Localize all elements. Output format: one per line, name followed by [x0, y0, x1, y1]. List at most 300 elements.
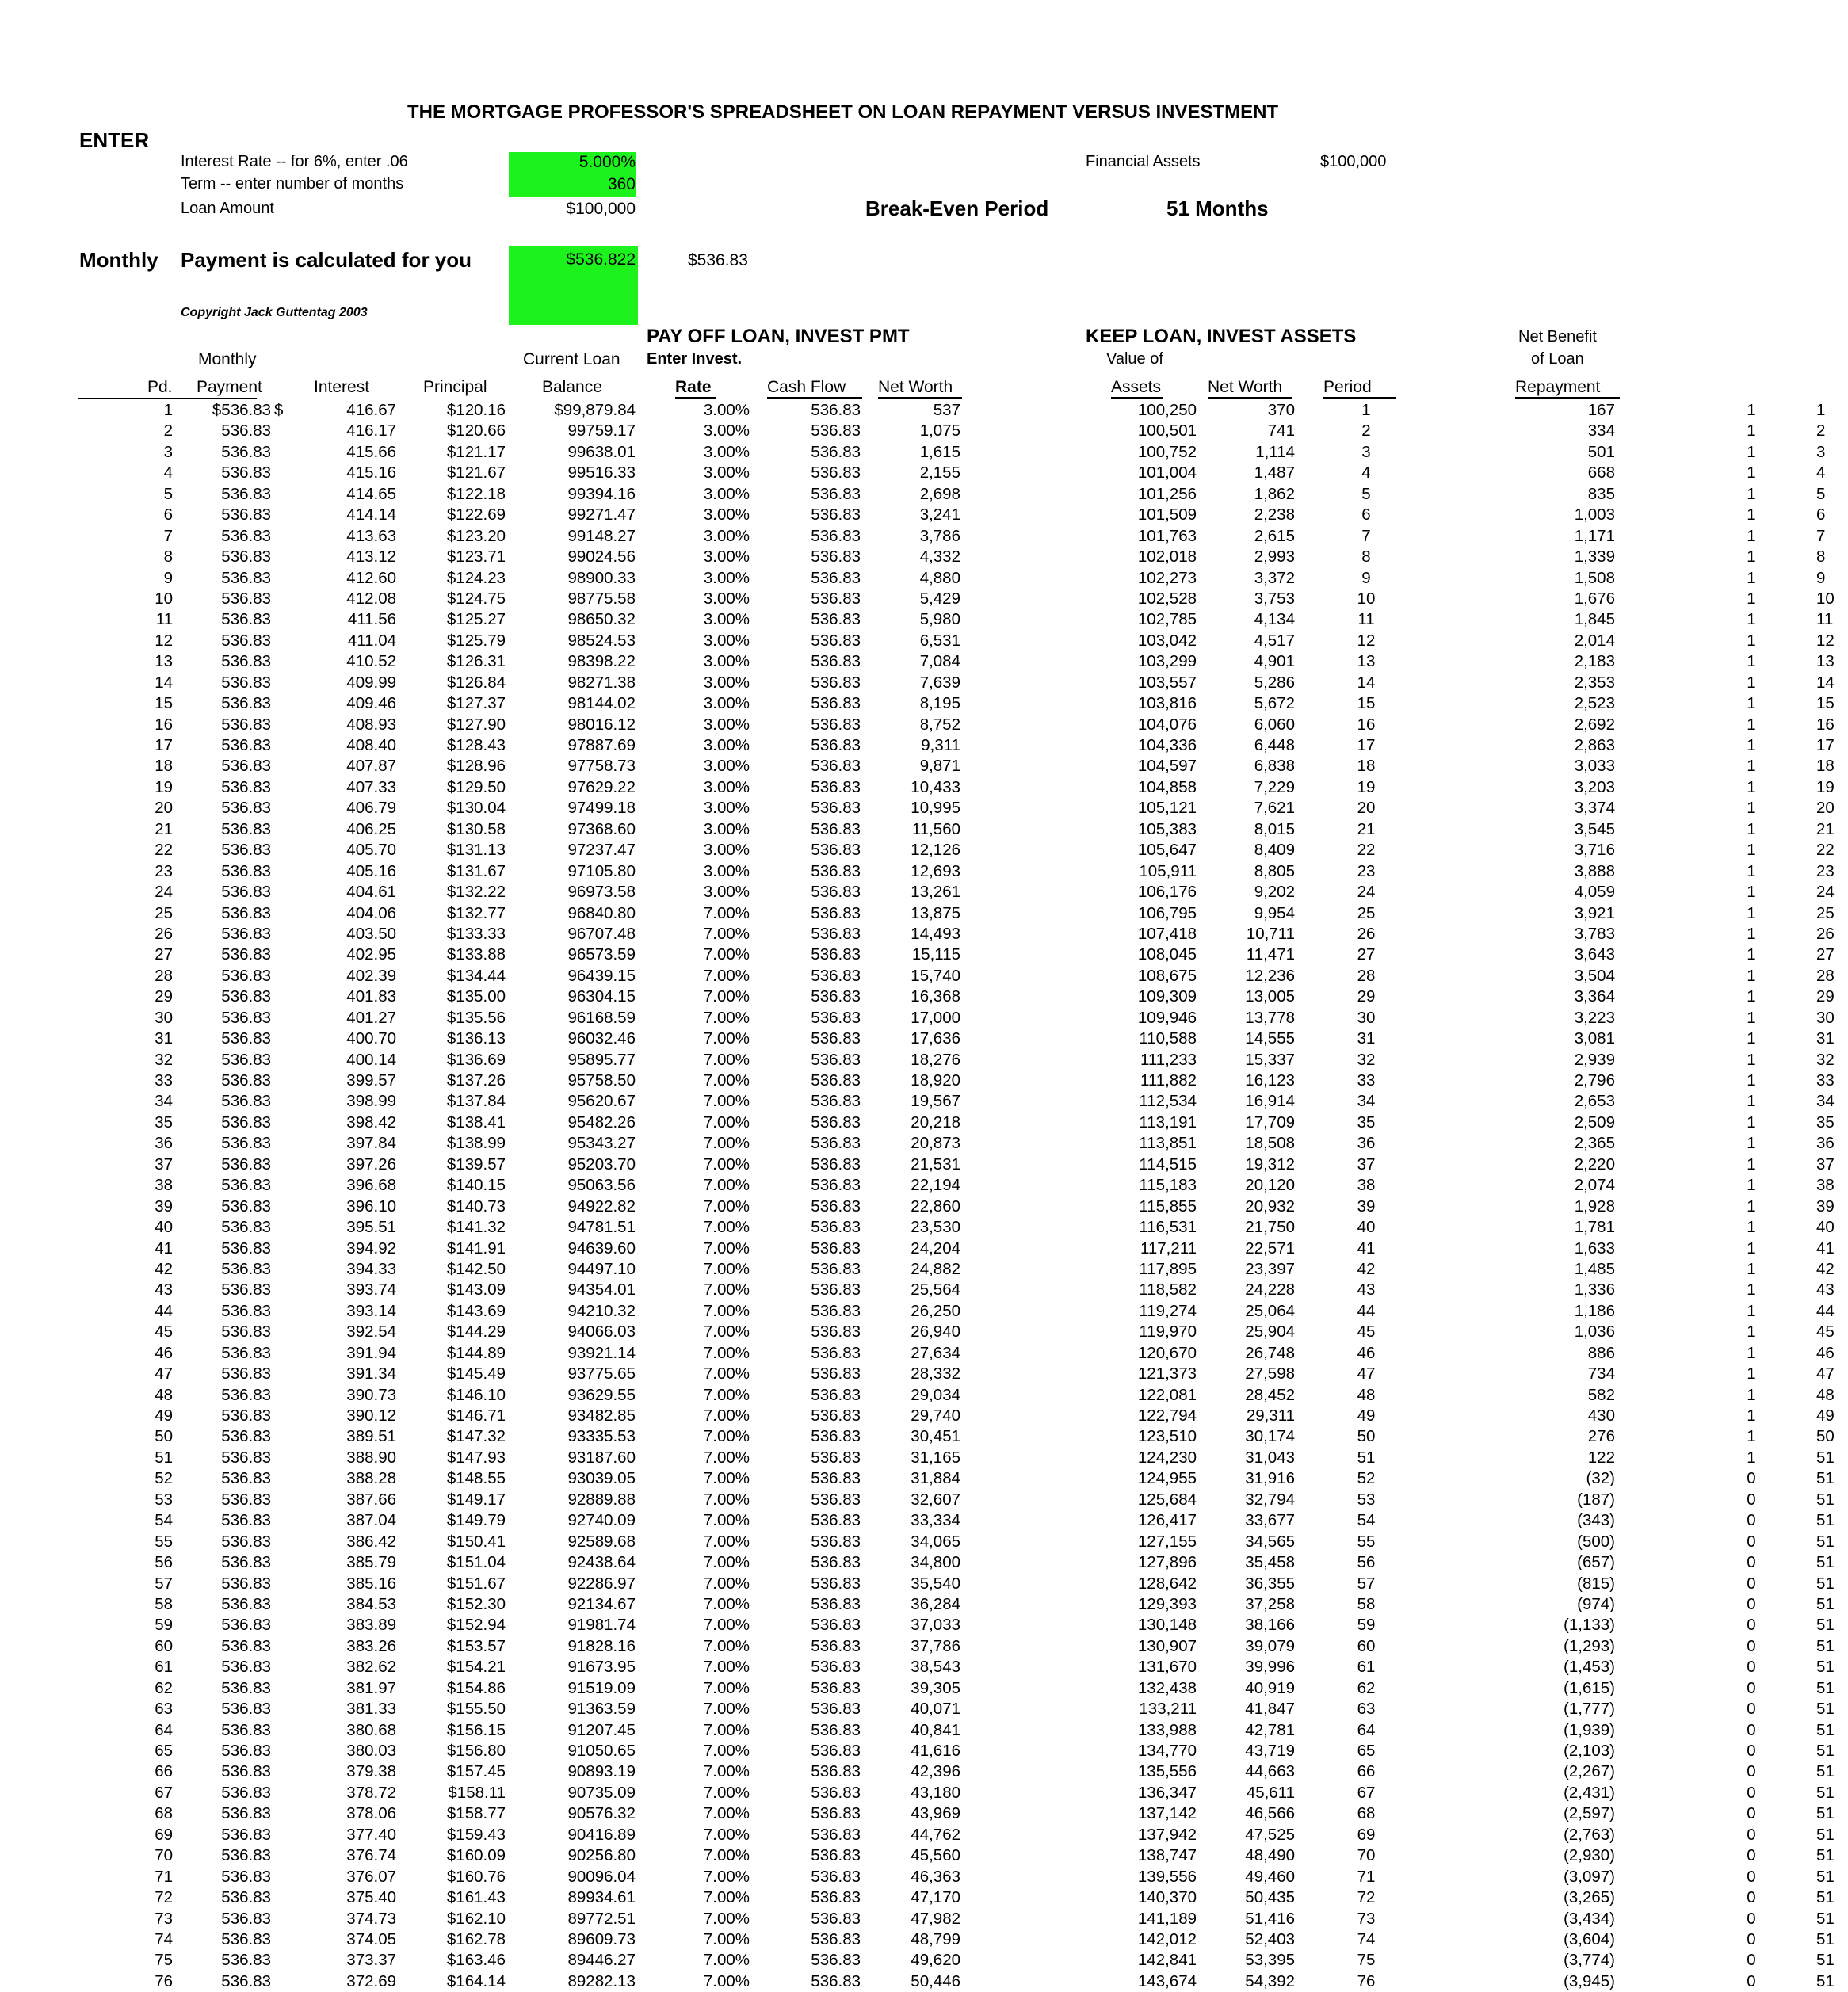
- cell-interest: 385.16: [346, 1574, 396, 1593]
- cell-period: 43: [1357, 1280, 1376, 1299]
- cell-balance: 97368.60: [567, 819, 636, 838]
- cell-asset-value: 103,299: [1137, 652, 1197, 671]
- cell-cash-flow: 536.83: [811, 1469, 861, 1488]
- cell-flag: 1: [1747, 1322, 1756, 1341]
- cell-invest-rate: 3.00%: [703, 422, 750, 441]
- cell-period-number: 71: [155, 1867, 173, 1886]
- payoff-section-sub: Enter Invest.: [647, 350, 743, 368]
- cell-asset-value: 121,373: [1137, 1364, 1197, 1383]
- cell-period-number: 74: [155, 1929, 173, 1948]
- cell-running: 22: [1816, 841, 1835, 860]
- cell-principal: $126.31: [446, 652, 506, 671]
- cell-net-worth-payoff: 40,071: [911, 1700, 960, 1719]
- cell-invest-rate: 3.00%: [703, 715, 750, 734]
- cell-period: 33: [1357, 1071, 1376, 1089]
- cell-flag: 1: [1747, 945, 1756, 964]
- cell-net-worth-keep: 1,487: [1254, 464, 1295, 483]
- cell-asset-value: 128,642: [1137, 1574, 1197, 1593]
- cell-interest: 378.72: [346, 1783, 396, 1802]
- cell-net-worth-keep: 14,555: [1245, 1029, 1295, 1048]
- cell-flag: 1: [1747, 1385, 1756, 1404]
- cell-cash-flow: 536.83: [811, 1301, 861, 1320]
- cell-balance: 97499.18: [567, 799, 636, 818]
- cell-period: 75: [1357, 1951, 1376, 1970]
- cell-principal: $154.21: [446, 1658, 506, 1677]
- table-row: [0, 547, 1832, 567]
- cell-invest-rate: 3.00%: [703, 652, 750, 671]
- cell-balance: 89934.61: [567, 1888, 636, 1907]
- cell-asset-value: 116,531: [1139, 1218, 1197, 1237]
- loan-amount-input[interactable]: $100,000: [566, 200, 636, 218]
- cell-net-benefit: 2,692: [1574, 715, 1615, 734]
- cell-period: 26: [1357, 924, 1376, 943]
- cell-interest: 388.90: [346, 1448, 396, 1467]
- cell-payment: 536.83: [221, 631, 271, 650]
- table-row: [0, 1426, 1835, 1447]
- cell-asset-value: 117,211: [1140, 1238, 1197, 1257]
- cell-period: 22: [1357, 841, 1376, 860]
- cell-cash-flow: 536.83: [811, 1343, 861, 1362]
- cell-asset-value: 132,438: [1137, 1678, 1197, 1697]
- cell-payment: 536.83: [221, 1406, 271, 1425]
- cell-interest: 393.14: [346, 1301, 396, 1320]
- cell-running: 20: [1816, 799, 1835, 818]
- cell-balance: 97758.73: [567, 757, 636, 776]
- cell-flag: 0: [1747, 1867, 1756, 1886]
- table-row: [0, 673, 1835, 693]
- col-assets: Assets: [1111, 378, 1163, 399]
- cell-balance: 99759.17: [567, 422, 636, 441]
- cell-net-worth-keep: 35,458: [1245, 1553, 1295, 1572]
- cell-payment: 536.83: [221, 1448, 271, 1467]
- cell-net-worth-keep: 7,229: [1254, 777, 1295, 796]
- cell-period: 41: [1357, 1238, 1376, 1257]
- cell-payment: 536.83: [221, 1762, 271, 1781]
- cell-asset-value: 105,647: [1137, 841, 1197, 860]
- cell-cash-flow: 536.83: [811, 1511, 861, 1530]
- cell-flag: 1: [1747, 652, 1756, 671]
- cell-running: 41: [1816, 1238, 1835, 1257]
- cell-balance: 91050.65: [567, 1742, 636, 1760]
- cell-net-worth-keep: 2,993: [1254, 548, 1295, 567]
- cell-running: 5: [1816, 484, 1826, 503]
- cell-asset-value: 137,142: [1137, 1804, 1197, 1823]
- cell-flag: 0: [1747, 1511, 1756, 1530]
- cell-interest: 396.10: [346, 1196, 396, 1215]
- cell-invest-rate: 3.00%: [703, 694, 750, 713]
- cell-balance: 92438.64: [567, 1553, 636, 1572]
- cell-invest-rate: 7.00%: [703, 1469, 750, 1488]
- cell-running: 51: [1816, 1951, 1835, 1970]
- table-row: [0, 1196, 1835, 1217]
- cell-cash-flow: 536.83: [811, 819, 861, 838]
- cell-net-benefit: 2,523: [1574, 694, 1615, 713]
- cell-balance: 98524.53: [567, 631, 636, 650]
- table-row: [0, 903, 1835, 924]
- cell-cash-flow: 536.83: [811, 1280, 861, 1299]
- cell-net-worth-payoff: 50,446: [911, 1971, 960, 1990]
- cell-balance: 96840.80: [567, 903, 636, 922]
- cell-invest-rate: 7.00%: [703, 1951, 750, 1970]
- cell-period: 4: [1361, 464, 1371, 483]
- cell-interest: 376.07: [346, 1867, 396, 1886]
- cell-period-number: 58: [155, 1594, 173, 1613]
- cell-cash-flow: 536.83: [811, 1385, 861, 1404]
- cell-asset-value: 111,882: [1140, 1071, 1197, 1089]
- cell-interest: 380.03: [346, 1742, 396, 1760]
- cell-period-number: 28: [155, 966, 173, 985]
- cell-interest: 380.68: [346, 1720, 396, 1739]
- cell-invest-rate: 7.00%: [703, 1783, 750, 1802]
- cell-asset-value: 108,675: [1137, 966, 1197, 985]
- cell-net-worth-payoff: 4,332: [919, 548, 960, 567]
- cell-period-number: 75: [155, 1951, 173, 1970]
- cell-net-benefit: 2,863: [1574, 736, 1615, 754]
- cell-net-worth-payoff: 14,493: [911, 924, 960, 943]
- cell-balance: 92740.09: [567, 1511, 636, 1530]
- cell-net-worth-payoff: 15,115: [911, 945, 960, 964]
- cell-payment: 536.83: [221, 1971, 271, 1990]
- cell-principal: $140.15: [446, 1176, 506, 1195]
- cell-period: 18: [1357, 757, 1376, 776]
- cell-asset-value: 120,670: [1137, 1343, 1197, 1362]
- cell-net-worth-payoff: 37,786: [911, 1636, 960, 1655]
- cell-period-number: 46: [155, 1343, 173, 1362]
- cell-period-number: 4: [163, 464, 173, 483]
- cell-interest: 416.67: [346, 401, 396, 419]
- cell-period-number: 32: [155, 1050, 173, 1069]
- cell-cash-flow: 536.83: [811, 1574, 861, 1593]
- table-row: [0, 986, 1835, 1007]
- cell-cash-flow: 536.83: [811, 1134, 861, 1153]
- cell-principal: $137.26: [446, 1071, 506, 1089]
- table-row: [0, 1678, 1835, 1699]
- table-row: [0, 1552, 1835, 1573]
- cell-principal: $130.04: [446, 799, 506, 818]
- cell-balance: 96032.46: [567, 1029, 636, 1048]
- cell-principal: $135.56: [446, 1008, 506, 1027]
- table-row: [0, 1133, 1835, 1154]
- cell-invest-rate: 3.00%: [703, 861, 750, 880]
- cell-flag: 1: [1747, 1154, 1756, 1173]
- amortization-table: [0, 400, 1835, 1992]
- table-row: [0, 505, 1832, 525]
- cell-payment: 536.83: [221, 819, 271, 838]
- cell-net-worth-keep: 3,753: [1254, 589, 1295, 608]
- cell-net-worth-keep: 23,397: [1245, 1259, 1295, 1278]
- cell-flag: 0: [1747, 1783, 1756, 1802]
- cell-cash-flow: 536.83: [811, 945, 861, 964]
- cell-invest-rate: 7.00%: [703, 1029, 750, 1048]
- cell-payment: 536.83: [221, 799, 271, 818]
- cell-payment: 536.83: [221, 506, 271, 525]
- cell-net-worth-keep: 33,677: [1245, 1511, 1295, 1530]
- cell-asset-value: 140,370: [1137, 1888, 1197, 1907]
- cell-balance: 89282.13: [567, 1971, 636, 1990]
- table-row: [0, 1280, 1835, 1300]
- table-row: [0, 1385, 1835, 1406]
- cell-running: 11: [1816, 610, 1834, 629]
- cell-payment: 536.83: [221, 1867, 271, 1886]
- cell-flag: 1: [1747, 484, 1756, 503]
- cell-running: 51: [1816, 1971, 1835, 1990]
- cell-period-number: 44: [155, 1301, 173, 1320]
- cell-cash-flow: 536.83: [811, 464, 861, 483]
- cell-flag: 0: [1747, 1742, 1756, 1760]
- cell-payment: 536.83: [221, 1553, 271, 1572]
- cell-asset-value: 105,383: [1137, 819, 1197, 838]
- table-row: [0, 1909, 1835, 1929]
- cell-cash-flow: 536.83: [811, 1594, 861, 1613]
- cell-period-number: 49: [155, 1406, 173, 1425]
- cell-invest-rate: 7.00%: [703, 1008, 750, 1027]
- cell-period: 64: [1357, 1720, 1376, 1739]
- cell-flag: 1: [1747, 1364, 1756, 1383]
- table-row: [0, 1112, 1835, 1133]
- cell-interest: 386.42: [346, 1532, 396, 1551]
- cell-cash-flow: 536.83: [811, 883, 861, 902]
- cell-asset-value: 100,501: [1137, 422, 1197, 441]
- cell-cash-flow: 536.83: [811, 631, 861, 650]
- cell-payment: 536.83: [221, 1658, 271, 1677]
- cell-balance: 95482.26: [567, 1112, 636, 1131]
- cell-net-worth-keep: 28,452: [1245, 1385, 1295, 1404]
- cell-principal: $164.14: [446, 1971, 506, 1990]
- cell-invest-rate: 7.00%: [703, 1804, 750, 1823]
- cell-asset-value: 122,081: [1137, 1385, 1197, 1404]
- cell-principal: $151.04: [446, 1553, 506, 1572]
- cell-period: 62: [1357, 1678, 1376, 1697]
- cell-invest-rate: 3.00%: [703, 484, 750, 503]
- cell-flag: 1: [1747, 1196, 1756, 1215]
- cell-period-number: 13: [155, 652, 173, 671]
- cell-interest: 383.26: [346, 1636, 396, 1655]
- cell-net-worth-keep: 36,355: [1245, 1574, 1295, 1593]
- cell-balance: 91828.16: [567, 1636, 636, 1655]
- cell-running: 37: [1816, 1154, 1835, 1173]
- cell-net-worth-keep: 39,079: [1245, 1636, 1295, 1655]
- cell-principal: $154.86: [446, 1678, 506, 1697]
- cell-net-worth-keep: 10,711: [1246, 924, 1295, 943]
- breakeven-label: Break-Even Period: [865, 197, 1049, 220]
- cell-interest: 388.28: [346, 1469, 396, 1488]
- table-row: [0, 1322, 1835, 1342]
- cell-flag: 1: [1747, 694, 1756, 713]
- cell-asset-value: 119,274: [1139, 1301, 1197, 1320]
- cell-currency-mark: $: [274, 401, 284, 419]
- cell-payment: 536.83: [221, 1720, 271, 1739]
- cell-net-worth-keep: 47,525: [1245, 1825, 1295, 1844]
- cell-net-worth-keep: 5,286: [1254, 673, 1295, 692]
- cell-running: 2: [1816, 422, 1826, 441]
- cell-flag: 1: [1747, 1280, 1756, 1299]
- cell-period-number: 55: [155, 1532, 173, 1551]
- cell-net-worth-payoff: 9,871: [919, 757, 960, 776]
- cell-balance: 93335.53: [567, 1427, 636, 1446]
- cell-net-benefit: 3,203: [1574, 777, 1615, 796]
- cell-period-number: 66: [155, 1762, 173, 1781]
- cell-cash-flow: 536.83: [811, 1154, 861, 1173]
- cell-principal: $128.43: [446, 736, 506, 754]
- interest-rate-input[interactable]: 5.000%: [578, 153, 636, 171]
- cell-interest: 404.06: [346, 903, 396, 922]
- cell-cash-flow: 536.83: [811, 1783, 861, 1802]
- cell-balance: 95895.77: [567, 1050, 636, 1069]
- cell-cash-flow: 536.83: [811, 987, 861, 1006]
- cell-invest-rate: 7.00%: [703, 1762, 750, 1781]
- cell-flag: 1: [1747, 799, 1756, 818]
- table-row: [0, 1825, 1835, 1845]
- cell-payment: 536.83: [221, 1238, 271, 1257]
- cell-balance: 97105.80: [567, 861, 636, 880]
- cell-cash-flow: 536.83: [811, 1364, 861, 1383]
- cell-flag: 0: [1747, 1909, 1756, 1928]
- cell-net-worth-keep: 7,621: [1254, 799, 1295, 818]
- cell-asset-value: 103,557: [1137, 673, 1197, 692]
- cell-balance: 98650.32: [567, 610, 636, 629]
- col-principal: Principal: [423, 378, 487, 396]
- cell-net-worth-payoff: 47,982: [911, 1909, 960, 1928]
- cell-net-benefit: 2,220: [1574, 1154, 1615, 1173]
- cell-asset-value: 100,250: [1137, 401, 1197, 419]
- cell-net-worth-keep: 21,750: [1245, 1218, 1295, 1237]
- cell-balance: 94066.03: [567, 1322, 636, 1341]
- cell-invest-rate: 3.00%: [703, 526, 750, 545]
- payment-label: Payment is calculated for you: [181, 248, 472, 272]
- cell-cash-flow: 536.83: [811, 861, 861, 880]
- cell-cash-flow: 536.83: [811, 568, 861, 587]
- cell-balance: 95758.50: [567, 1071, 636, 1089]
- cell-interest: 412.08: [346, 589, 396, 608]
- cell-net-benefit: (1,293): [1564, 1636, 1615, 1655]
- cell-flag: 0: [1747, 1636, 1756, 1655]
- cell-cash-flow: 536.83: [811, 506, 861, 525]
- cell-period-number: 39: [155, 1196, 173, 1215]
- cell-flag: 0: [1747, 1825, 1756, 1844]
- cell-net-worth-keep: 41,847: [1245, 1700, 1295, 1719]
- cell-interest: 379.38: [346, 1762, 396, 1781]
- cell-net-worth-payoff: 13,875: [911, 903, 960, 922]
- cell-net-worth-keep: 31,916: [1245, 1469, 1295, 1488]
- cell-period-number: 22: [155, 841, 173, 860]
- cell-net-benefit: 3,223: [1574, 1008, 1615, 1027]
- term-label: Term -- enter number of months: [181, 175, 404, 193]
- cell-running: 34: [1816, 1092, 1835, 1111]
- cell-payment: 536.83: [221, 1888, 271, 1907]
- cell-net-benefit: (500): [1577, 1532, 1615, 1551]
- cell-period-number: 15: [155, 694, 173, 713]
- cell-net-benefit: 1,036: [1574, 1322, 1615, 1341]
- cell-balance: 93629.55: [567, 1385, 636, 1404]
- cell-period-number: 26: [155, 924, 173, 943]
- cell-period-number: 5: [163, 484, 173, 503]
- cell-period: 48: [1357, 1385, 1376, 1404]
- cell-running: 35: [1816, 1112, 1835, 1131]
- keep-section-sub: Value of: [1106, 350, 1163, 368]
- cell-running: 49: [1816, 1406, 1835, 1425]
- cell-period: 21: [1357, 819, 1376, 838]
- financial-assets-value[interactable]: $100,000: [1320, 153, 1387, 170]
- table-row: [0, 1741, 1835, 1761]
- cell-balance: 93921.14: [567, 1343, 636, 1362]
- cell-payment: 536.83: [221, 757, 271, 776]
- table-row: [0, 798, 1835, 819]
- term-input[interactable]: 360: [607, 175, 636, 193]
- cell-cash-flow: 536.83: [811, 1888, 861, 1907]
- cell-principal: $156.80: [446, 1742, 506, 1760]
- cell-net-worth-payoff: 18,920: [911, 1071, 960, 1089]
- cell-period: 45: [1357, 1322, 1376, 1341]
- table-row: [0, 1887, 1835, 1908]
- cell-interest: 411.04: [347, 631, 396, 650]
- cell-payment: 536.83: [221, 1574, 271, 1593]
- table-row: [0, 1803, 1835, 1824]
- cell-invest-rate: 7.00%: [703, 1511, 750, 1530]
- cell-net-worth-keep: 39,996: [1245, 1658, 1295, 1677]
- cell-period-number: 65: [155, 1742, 173, 1760]
- table-row: [0, 526, 1832, 547]
- cell-net-worth-payoff: 25,564: [911, 1280, 960, 1299]
- cell-balance: 90096.04: [567, 1867, 636, 1886]
- cell-principal: $150.41: [446, 1532, 506, 1551]
- cell-payment: 536.83: [221, 777, 271, 796]
- cell-payment: 536.83: [221, 1071, 271, 1089]
- cell-asset-value: 104,597: [1137, 757, 1197, 776]
- cell-period: 6: [1361, 506, 1371, 525]
- cell-principal: $144.89: [446, 1343, 506, 1362]
- cell-invest-rate: 7.00%: [703, 1742, 750, 1760]
- cell-net-worth-payoff: 30,451: [911, 1427, 960, 1446]
- cell-payment: $536.83: [212, 401, 271, 419]
- cell-period: 10: [1357, 589, 1376, 608]
- cell-net-benefit: (3,945): [1564, 1971, 1615, 1990]
- cell-cash-flow: 536.83: [811, 1029, 861, 1048]
- cell-net-worth-payoff: 28,332: [911, 1364, 960, 1383]
- cell-interest: 387.04: [346, 1511, 396, 1530]
- table-row: [0, 715, 1835, 735]
- cell-running: 51: [1816, 1867, 1835, 1886]
- cell-principal: $135.00: [446, 987, 506, 1006]
- cell-asset-value: 135,556: [1137, 1762, 1197, 1781]
- cell-net-worth-payoff: 26,250: [911, 1301, 960, 1320]
- cell-net-worth-payoff: 7,639: [919, 673, 960, 692]
- cell-asset-value: 115,183: [1139, 1176, 1197, 1195]
- cell-period: 9: [1361, 568, 1371, 587]
- cell-balance: 92589.68: [567, 1532, 636, 1551]
- cell-flag: 1: [1747, 883, 1756, 902]
- cell-running: 21: [1816, 819, 1835, 838]
- cell-asset-value: 101,004: [1137, 464, 1197, 483]
- cell-interest: 414.65: [346, 484, 396, 503]
- cell-running: 14: [1816, 673, 1835, 692]
- cell-interest: 374.05: [346, 1929, 396, 1948]
- cell-invest-rate: 7.00%: [703, 1092, 750, 1111]
- cell-flag: 1: [1747, 903, 1756, 922]
- cell-period: 65: [1357, 1742, 1376, 1760]
- cell-principal: $142.50: [446, 1259, 506, 1278]
- cell-balance: 93187.60: [567, 1448, 636, 1467]
- cell-period-number: 60: [155, 1636, 173, 1655]
- cell-asset-value: 119,970: [1139, 1322, 1197, 1341]
- cell-net-worth-keep: 6,060: [1254, 715, 1295, 734]
- cell-net-worth-keep: 16,914: [1245, 1092, 1295, 1111]
- cell-flag: 1: [1747, 673, 1756, 692]
- cell-invest-rate: 7.00%: [703, 1720, 750, 1739]
- cell-period-number: 41: [155, 1238, 173, 1257]
- table-row: [0, 484, 1832, 505]
- cell-invest-rate: 3.00%: [703, 548, 750, 567]
- cell-payment: 536.83: [221, 945, 271, 964]
